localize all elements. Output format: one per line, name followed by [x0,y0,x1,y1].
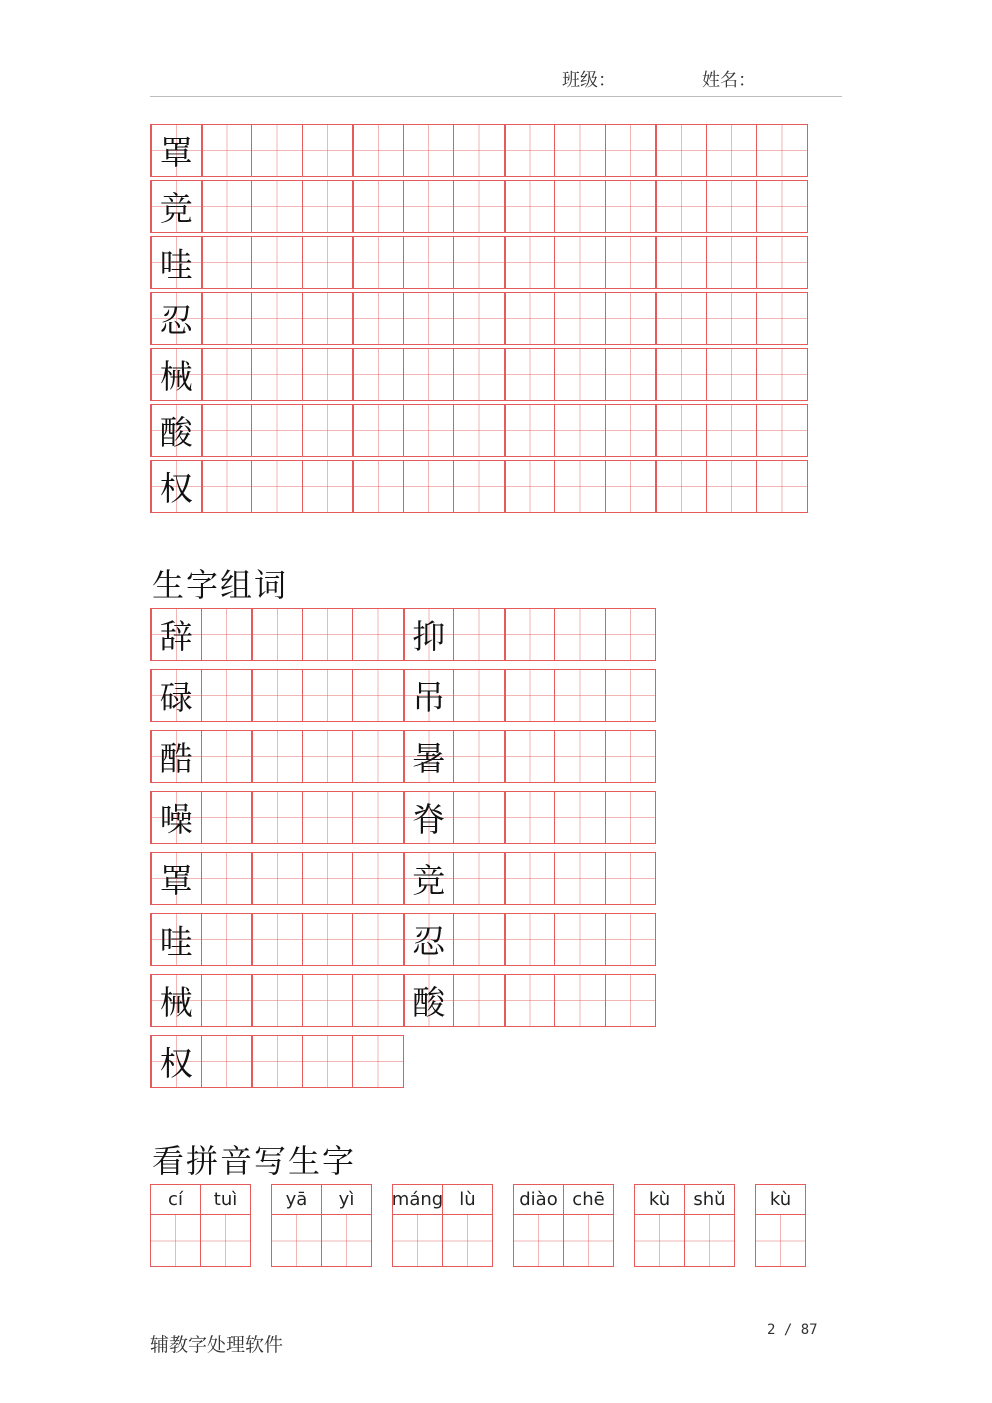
writing-cell[interactable] [302,236,354,289]
vocab-row [150,730,655,783]
pinyin-group [271,1184,371,1267]
writing-cell[interactable] [453,460,505,513]
vocab-char-cell[interactable] [150,669,202,722]
pinyin-label: máng [393,1185,442,1215]
writing-cell[interactable] [403,348,455,401]
writing-cell[interactable] [453,608,505,661]
writing-cell[interactable] [201,791,253,844]
writing-cell[interactable] [554,608,606,661]
writing-cell[interactable] [706,292,758,345]
writing-cell[interactable] [554,669,606,722]
pinyin-group [392,1184,492,1267]
pinyin-group [513,1184,613,1267]
writing-cell[interactable] [605,852,657,905]
writing-cell[interactable] [756,124,808,177]
writing-cell[interactable] [605,348,657,401]
writing-cell[interactable] [605,124,657,177]
writing-cell[interactable] [251,1035,303,1088]
writing-cell[interactable] [756,292,808,345]
pinyin-label: yì [322,1185,371,1215]
name-label: 姓名： [702,70,756,91]
pinyin-group [150,1184,250,1267]
practice-row [150,236,807,289]
model-character: 碌 [159,678,193,717]
writing-cell[interactable] [655,348,707,401]
writing-cell[interactable] [554,913,606,966]
pinyin-label: yā [272,1185,321,1215]
model-character: 械 [159,983,193,1022]
writing-cell[interactable] [554,348,606,401]
writing-cell[interactable] [504,974,556,1027]
vocab-char-cell[interactable] [150,730,202,783]
writing-cell[interactable] [605,974,657,1027]
writing-cell[interactable] [251,608,303,661]
writing-box[interactable] [685,1215,734,1267]
writing-cell[interactable] [453,236,505,289]
vocab-char-cell[interactable] [403,852,455,905]
writing-box[interactable] [393,1215,442,1267]
writing-cell[interactable] [352,608,404,661]
writing-cell[interactable] [504,669,556,722]
writing-box[interactable] [201,1215,250,1267]
writing-cell[interactable] [352,974,404,1027]
pinyin-label: kù [635,1185,684,1215]
writing-cell[interactable] [201,348,253,401]
writing-cell[interactable] [605,292,657,345]
writing-cell[interactable] [302,1035,354,1088]
model-character: 酸 [159,413,193,452]
writing-cell[interactable] [352,124,404,177]
writing-cell[interactable] [756,460,808,513]
pinyin-cell[interactable] [755,1184,806,1267]
page-number: 2 / 87 [767,1322,818,1338]
writing-cell[interactable] [352,1035,404,1088]
footer-software: 辅教字处理软件 [150,1334,284,1356]
pinyin-label: lù [443,1185,492,1215]
model-character: 吊 [412,678,446,717]
writing-cell[interactable] [453,404,505,457]
writing-cell[interactable] [605,669,657,722]
writing-cell[interactable] [453,348,505,401]
writing-cell[interactable] [453,669,505,722]
writing-box[interactable] [272,1215,321,1267]
writing-cell[interactable] [554,124,606,177]
writing-cell[interactable] [453,292,505,345]
pinyin-label: chē [564,1185,613,1215]
pinyin-cell[interactable] [442,1184,493,1267]
writing-cell[interactable] [251,852,303,905]
writing-cell[interactable] [201,180,253,233]
vocab-row [150,852,655,905]
writing-cell[interactable] [453,852,505,905]
writing-cell[interactable] [403,180,455,233]
writing-cell[interactable] [302,974,354,1027]
vocab-char-cell[interactable] [150,1035,202,1088]
pinyin-cell[interactable] [563,1184,614,1267]
vocab-char-cell[interactable] [150,852,202,905]
writing-cell[interactable] [302,124,354,177]
writing-cell[interactable] [706,236,758,289]
writing-cell[interactable] [302,730,354,783]
writing-cell[interactable] [352,730,404,783]
writing-cell[interactable] [453,124,505,177]
pinyin-section-title: 看拼音写生字 [152,1142,357,1180]
model-character: 忍 [159,301,193,340]
writing-cell[interactable] [352,669,404,722]
writing-box[interactable] [443,1215,492,1267]
writing-cell[interactable] [554,236,606,289]
writing-cell[interactable] [605,236,657,289]
writing-cell[interactable] [453,180,505,233]
writing-cell[interactable] [251,404,303,457]
model-character: 哇 [159,922,193,961]
writing-cell[interactable] [554,791,606,844]
writing-cell[interactable] [251,913,303,966]
model-character: 竞 [159,189,193,228]
vocab-char-cell[interactable] [403,974,455,1027]
practice-row [150,124,807,177]
writing-cell[interactable] [655,124,707,177]
model-cell[interactable] [150,292,202,345]
practice-row [150,348,807,401]
writing-box[interactable] [151,1215,200,1267]
writing-cell[interactable] [403,124,455,177]
writing-cell[interactable] [251,460,303,513]
writing-cell[interactable] [352,236,404,289]
writing-cell[interactable] [352,404,404,457]
writing-cell[interactable] [302,608,354,661]
writing-cell[interactable] [302,791,354,844]
writing-cell[interactable] [453,791,505,844]
writing-cell[interactable] [504,124,556,177]
writing-cell[interactable] [302,852,354,905]
writing-cell[interactable] [201,730,253,783]
model-character: 罩 [159,861,193,900]
writing-cell[interactable] [352,292,404,345]
vocab-char-cell[interactable] [150,913,202,966]
writing-cell[interactable] [453,974,505,1027]
vocab-char-cell[interactable] [150,974,202,1027]
writing-cell[interactable] [605,180,657,233]
writing-cell[interactable] [706,180,758,233]
writing-box[interactable] [564,1215,613,1267]
pinyin-label: diào [514,1185,563,1215]
writing-cell[interactable] [453,730,505,783]
model-cell[interactable] [150,348,202,401]
vocab-char-cell[interactable] [403,730,455,783]
model-cell[interactable] [150,236,202,289]
writing-cell[interactable] [756,348,808,401]
writing-cell[interactable] [655,460,707,513]
writing-cell[interactable] [504,348,556,401]
model-character: 酷 [159,739,193,778]
writing-cell[interactable] [251,974,303,1027]
writing-box[interactable] [514,1215,563,1267]
writing-cell[interactable] [251,791,303,844]
model-character: 暑 [412,739,446,778]
model-character: 脊 [412,800,446,839]
practice-row [150,292,807,345]
writing-cell[interactable] [605,608,657,661]
pinyin-cell[interactable] [392,1184,443,1267]
writing-cell[interactable] [201,404,253,457]
writing-cell[interactable] [403,460,455,513]
writing-cell[interactable] [504,913,556,966]
writing-cell[interactable] [302,180,354,233]
model-character: 抑 [412,617,446,656]
writing-box[interactable] [322,1215,371,1267]
model-cell[interactable] [150,404,202,457]
writing-cell[interactable] [302,460,354,513]
writing-cell[interactable] [302,913,354,966]
writing-cell[interactable] [504,460,556,513]
writing-cell[interactable] [504,608,556,661]
pinyin-cell[interactable] [684,1184,735,1267]
writing-cell[interactable] [201,669,253,722]
vocab-char-cell[interactable] [150,791,202,844]
writing-cell[interactable] [504,404,556,457]
pinyin-group [755,1184,805,1267]
writing-cell[interactable] [504,236,556,289]
vocab-row [150,608,655,661]
pinyin-cell[interactable] [634,1184,685,1267]
writing-cell[interactable] [504,730,556,783]
writing-box[interactable] [756,1215,805,1267]
pinyin-label: cí [151,1185,200,1215]
model-character: 辞 [159,617,193,656]
writing-cell[interactable] [655,236,707,289]
writing-cell[interactable] [302,348,354,401]
writing-cell[interactable] [655,180,707,233]
vocab-section-title: 生字组词 [152,566,289,604]
practice-row [150,404,807,457]
writing-cell[interactable] [605,913,657,966]
writing-cell[interactable] [504,180,556,233]
writing-cell[interactable] [554,460,606,513]
writing-cell[interactable] [756,404,808,457]
vocab-char-cell[interactable] [403,791,455,844]
vocab-row [150,974,655,1027]
writing-cell[interactable] [706,404,758,457]
vocab-char-cell[interactable] [150,608,202,661]
writing-cell[interactable] [554,180,606,233]
writing-cell[interactable] [251,292,303,345]
writing-cell[interactable] [251,348,303,401]
writing-cell[interactable] [201,1035,253,1088]
writing-cell[interactable] [605,730,657,783]
model-character: 械 [159,357,193,396]
writing-cell[interactable] [756,180,808,233]
pinyin-cell[interactable] [150,1184,201,1267]
writing-cell[interactable] [504,292,556,345]
writing-cell[interactable] [554,730,606,783]
model-character: 忍 [412,922,446,961]
model-character: 权 [159,1044,193,1083]
writing-cell[interactable] [251,180,303,233]
writing-cell[interactable] [554,292,606,345]
writing-cell[interactable] [756,236,808,289]
writing-cell[interactable] [302,292,354,345]
pinyin-cell[interactable] [200,1184,251,1267]
writing-cell[interactable] [706,124,758,177]
writing-cell[interactable] [554,974,606,1027]
writing-cell[interactable] [352,180,404,233]
model-character: 罩 [159,133,193,172]
writing-cell[interactable] [201,460,253,513]
writing-cell[interactable] [352,460,404,513]
vocab-char-cell[interactable] [403,669,455,722]
writing-cell[interactable] [352,852,404,905]
pinyin-label: shǔ [685,1185,734,1215]
writing-cell[interactable] [605,404,657,457]
writing-cell[interactable] [403,292,455,345]
writing-cell[interactable] [201,292,253,345]
vocab-char-cell[interactable] [403,913,455,966]
writing-cell[interactable] [201,124,253,177]
vocab-row [150,1035,403,1088]
pinyin-cell[interactable] [271,1184,322,1267]
writing-cell[interactable] [504,852,556,905]
writing-cell[interactable] [251,236,303,289]
writing-cell[interactable] [453,913,505,966]
practice-row [150,180,807,233]
class-label: 班级： [562,70,616,91]
writing-cell[interactable] [352,791,404,844]
writing-cell[interactable] [251,730,303,783]
writing-cell[interactable] [706,460,758,513]
writing-cell[interactable] [403,236,455,289]
writing-cell[interactable] [352,348,404,401]
vocab-row [150,791,655,844]
model-character: 竞 [412,861,446,900]
practice-row [150,460,807,513]
model-character: 哇 [159,245,193,284]
header-rule [150,96,842,97]
writing-cell[interactable] [201,236,253,289]
writing-cell[interactable] [201,913,253,966]
writing-cell[interactable] [251,124,303,177]
model-character: 权 [159,469,193,508]
writing-box[interactable] [635,1215,684,1267]
vocab-row [150,913,655,966]
writing-cell[interactable] [251,669,303,722]
writing-cell[interactable] [302,669,354,722]
vocab-char-cell[interactable] [403,608,455,661]
writing-cell[interactable] [554,404,606,457]
writing-cell[interactable] [403,404,455,457]
writing-cell[interactable] [655,292,707,345]
model-cell[interactable] [150,180,202,233]
pinyin-cell[interactable] [321,1184,372,1267]
writing-cell[interactable] [201,852,253,905]
writing-cell[interactable] [352,913,404,966]
pinyin-cell[interactable] [513,1184,564,1267]
pinyin-label: kù [756,1185,805,1215]
writing-cell[interactable] [302,404,354,457]
pinyin-group [634,1184,734,1267]
vocab-row [150,669,655,722]
model-character: 酸 [412,983,446,1022]
writing-cell[interactable] [605,460,657,513]
pinyin-label: tuì [201,1185,250,1215]
writing-cell[interactable] [605,791,657,844]
writing-cell[interactable] [201,974,253,1027]
writing-cell[interactable] [504,791,556,844]
model-cell[interactable] [150,124,202,177]
writing-cell[interactable] [554,852,606,905]
model-cell[interactable] [150,460,202,513]
writing-cell[interactable] [706,348,758,401]
writing-cell[interactable] [655,404,707,457]
writing-cell[interactable] [201,608,253,661]
model-character: 噪 [159,800,193,839]
